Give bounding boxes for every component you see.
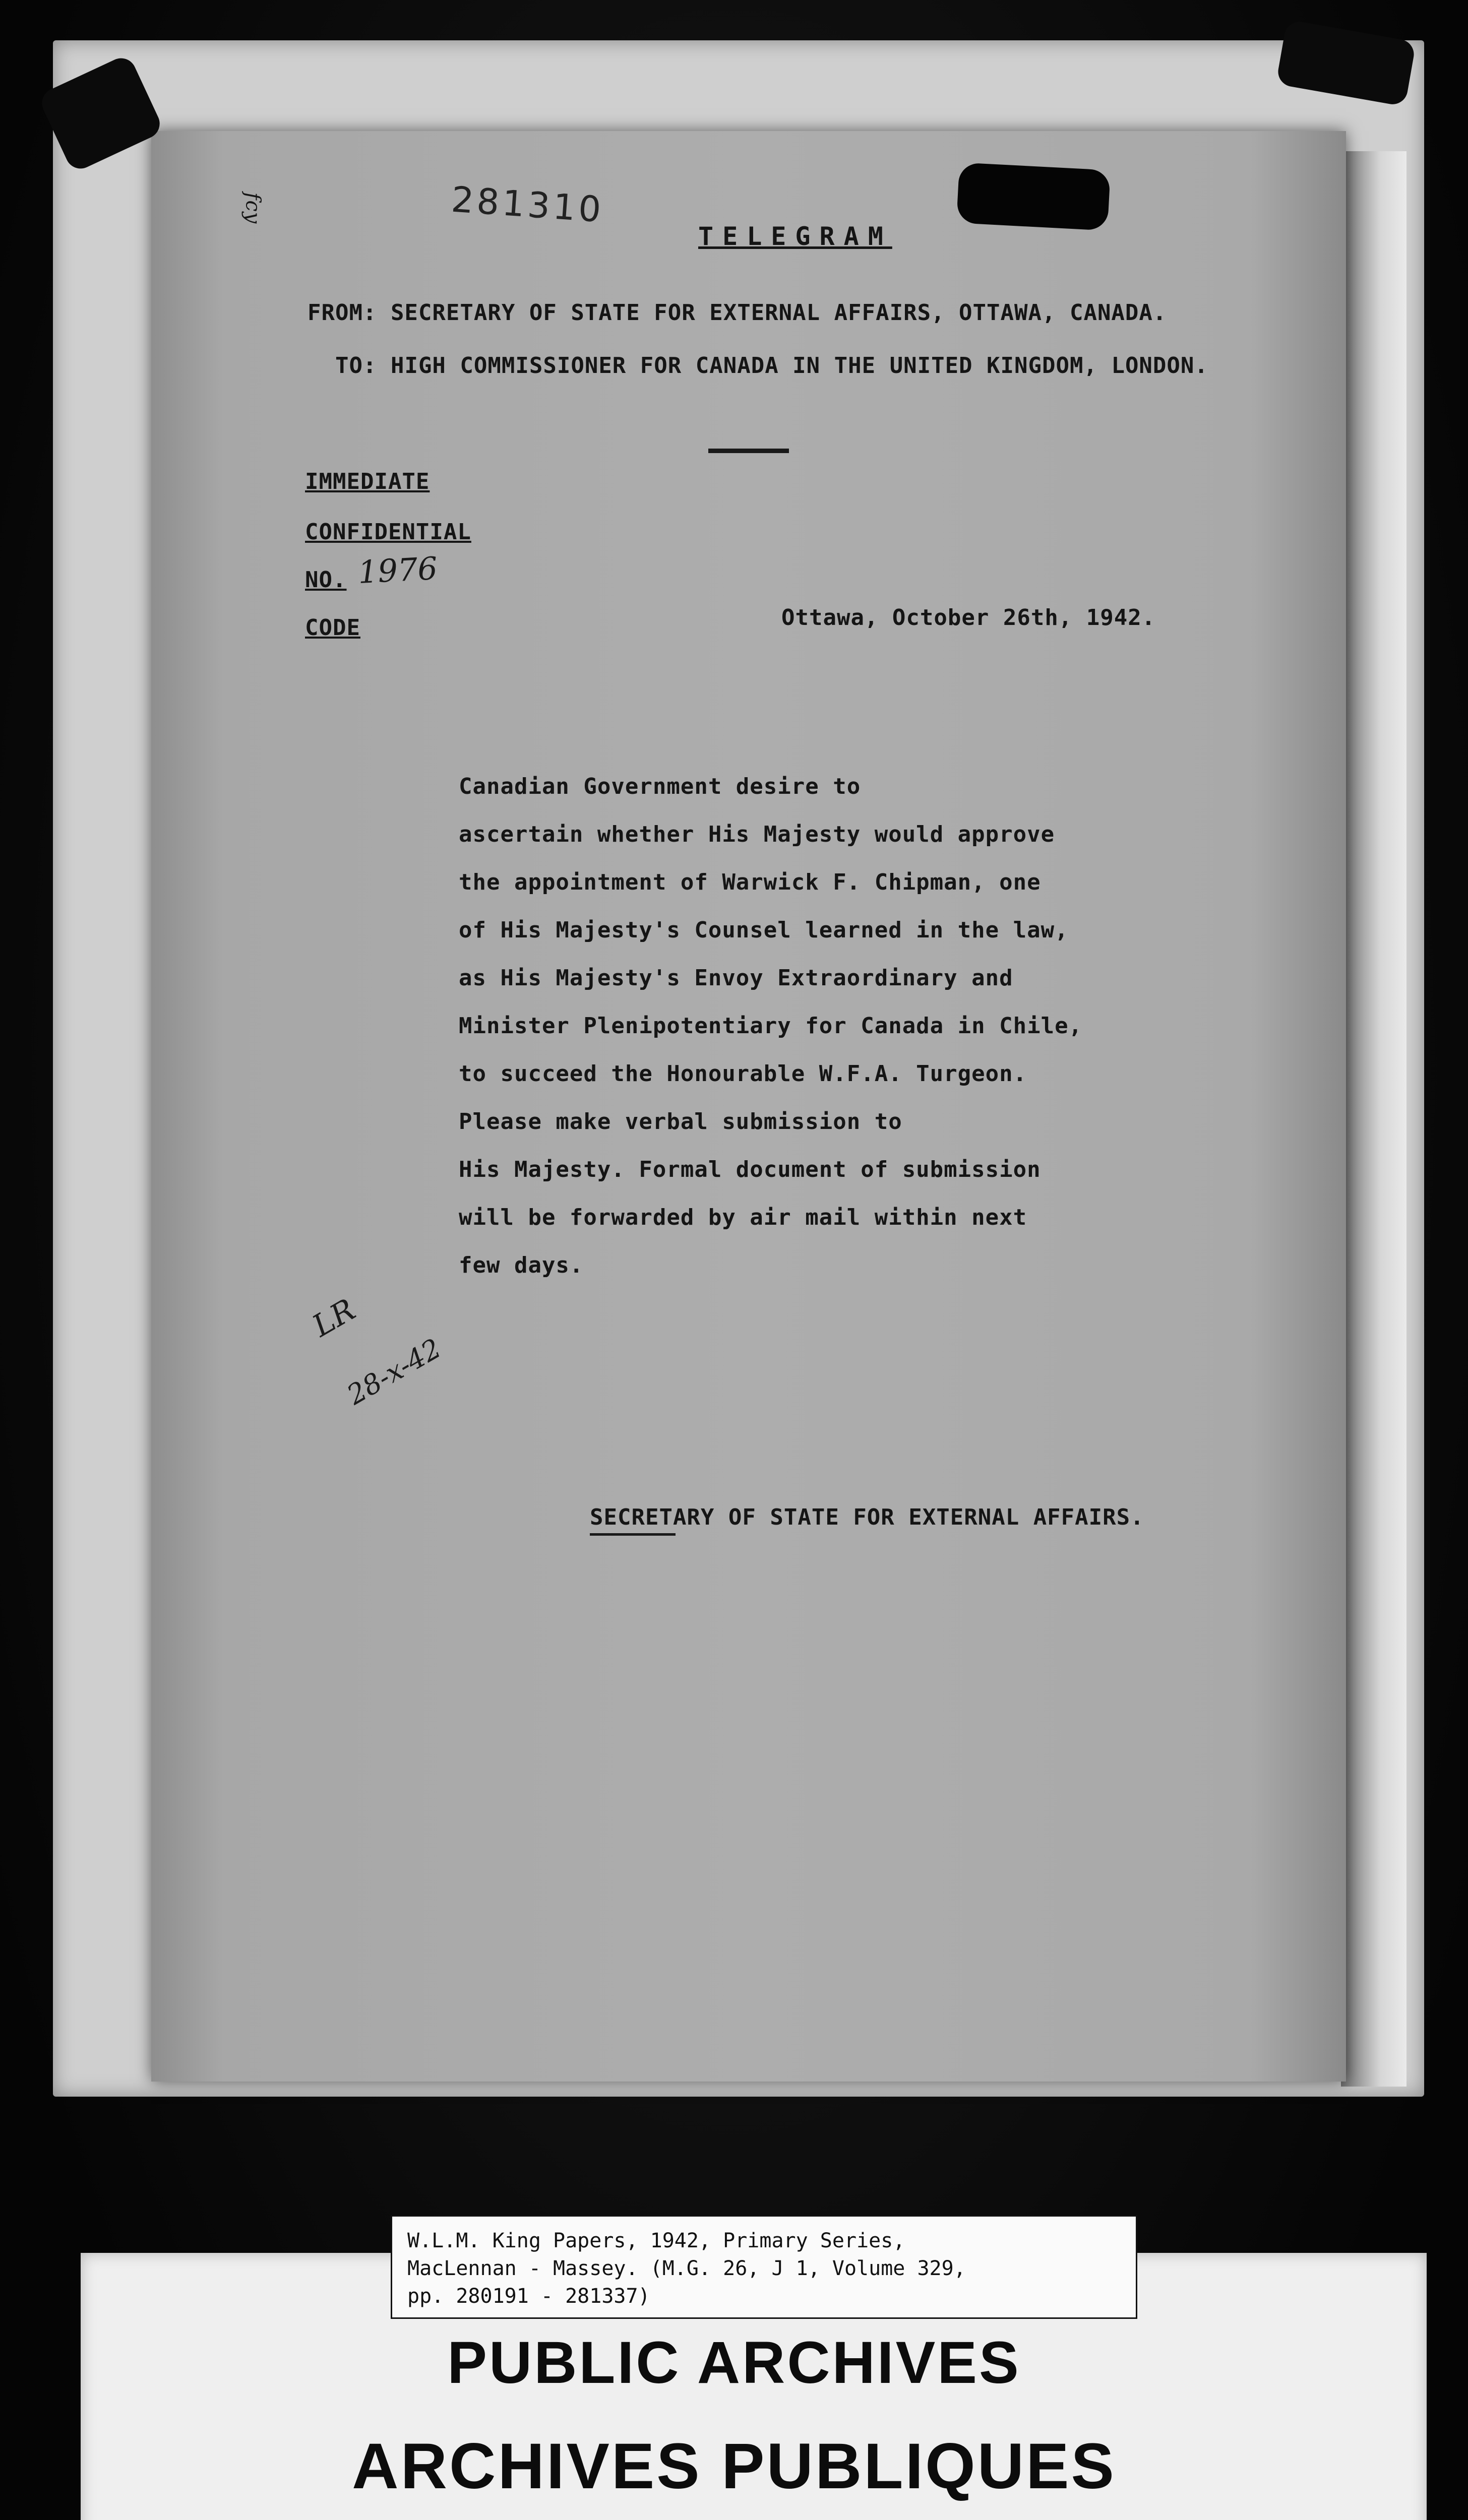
body-line: Minister Plenipotentiary for Canada in Chile,: [459, 1013, 1083, 1039]
body-line: ascertain whether His Majesty would approve: [459, 822, 1055, 847]
redaction-blot: [956, 162, 1111, 231]
to-line: TO: HIGH COMMISSIONER FOR CANADA IN THE UNITED KINGDOM, LONDON.: [335, 353, 1208, 379]
body-line: Please make verbal submission to: [459, 1109, 902, 1135]
date-line: Ottawa, October 26th, 1942.: [781, 605, 1156, 631]
handwritten-date: 28-x-42: [341, 1332, 447, 1411]
priority-label: IMMEDIATE: [305, 469, 430, 494]
corner-mark: fcy: [241, 192, 265, 224]
number-label: NO.: [305, 567, 347, 593]
page-stamp-number: 281310: [450, 178, 605, 231]
handwritten-number: 1976: [357, 549, 439, 591]
citation-line: MacLennan - Massey. (M.G. 26, J 1, Volume 329,: [407, 2257, 966, 2280]
divider: [708, 449, 789, 453]
body-line: Canadian Government desire to: [459, 774, 861, 799]
citation-label: [391, 2215, 1137, 2319]
citation-line: W.L.M. King Papers, 1942, Primary Series,: [407, 2229, 905, 2252]
body-line: His Majesty. Formal document of submission: [459, 1157, 1041, 1182]
archive-title-en: PUBLIC ARCHIVES: [447, 2329, 1021, 2396]
signature-underline: [590, 1533, 676, 1536]
citation-line: pp. 280191 - 281337): [407, 2285, 650, 2308]
handwritten-initials: LR: [307, 1292, 361, 1344]
telegram-sheet: [151, 131, 1346, 2082]
body-line: to succeed the Honourable W.F.A. Turgeon.: [459, 1061, 1027, 1087]
sheet-edge: [1341, 151, 1406, 2087]
body-line: of His Majesty's Counsel learned in the law,: [459, 917, 1069, 943]
archive-title-fr: ARCHIVES PUBLIQUES: [352, 2430, 1116, 2502]
body-line: as His Majesty's Envoy Extraordinary and: [459, 965, 1013, 991]
method-label: CODE: [305, 615, 360, 641]
document-title: TELEGRAM: [698, 222, 892, 251]
body-line: will be forwarded by air mail within next: [459, 1205, 1027, 1230]
body-line: few days.: [459, 1252, 584, 1278]
classification-label: CONFIDENTIAL: [305, 519, 471, 545]
body-line: the appointment of Warwick F. Chipman, one: [459, 869, 1041, 895]
from-line: FROM: SECRETARY OF STATE FOR EXTERNAL AFFAIRS, OTTAWA, CANADA.: [308, 300, 1167, 326]
signature-line: SECRETARY OF STATE FOR EXTERNAL AFFAIRS.: [590, 1504, 1144, 1530]
